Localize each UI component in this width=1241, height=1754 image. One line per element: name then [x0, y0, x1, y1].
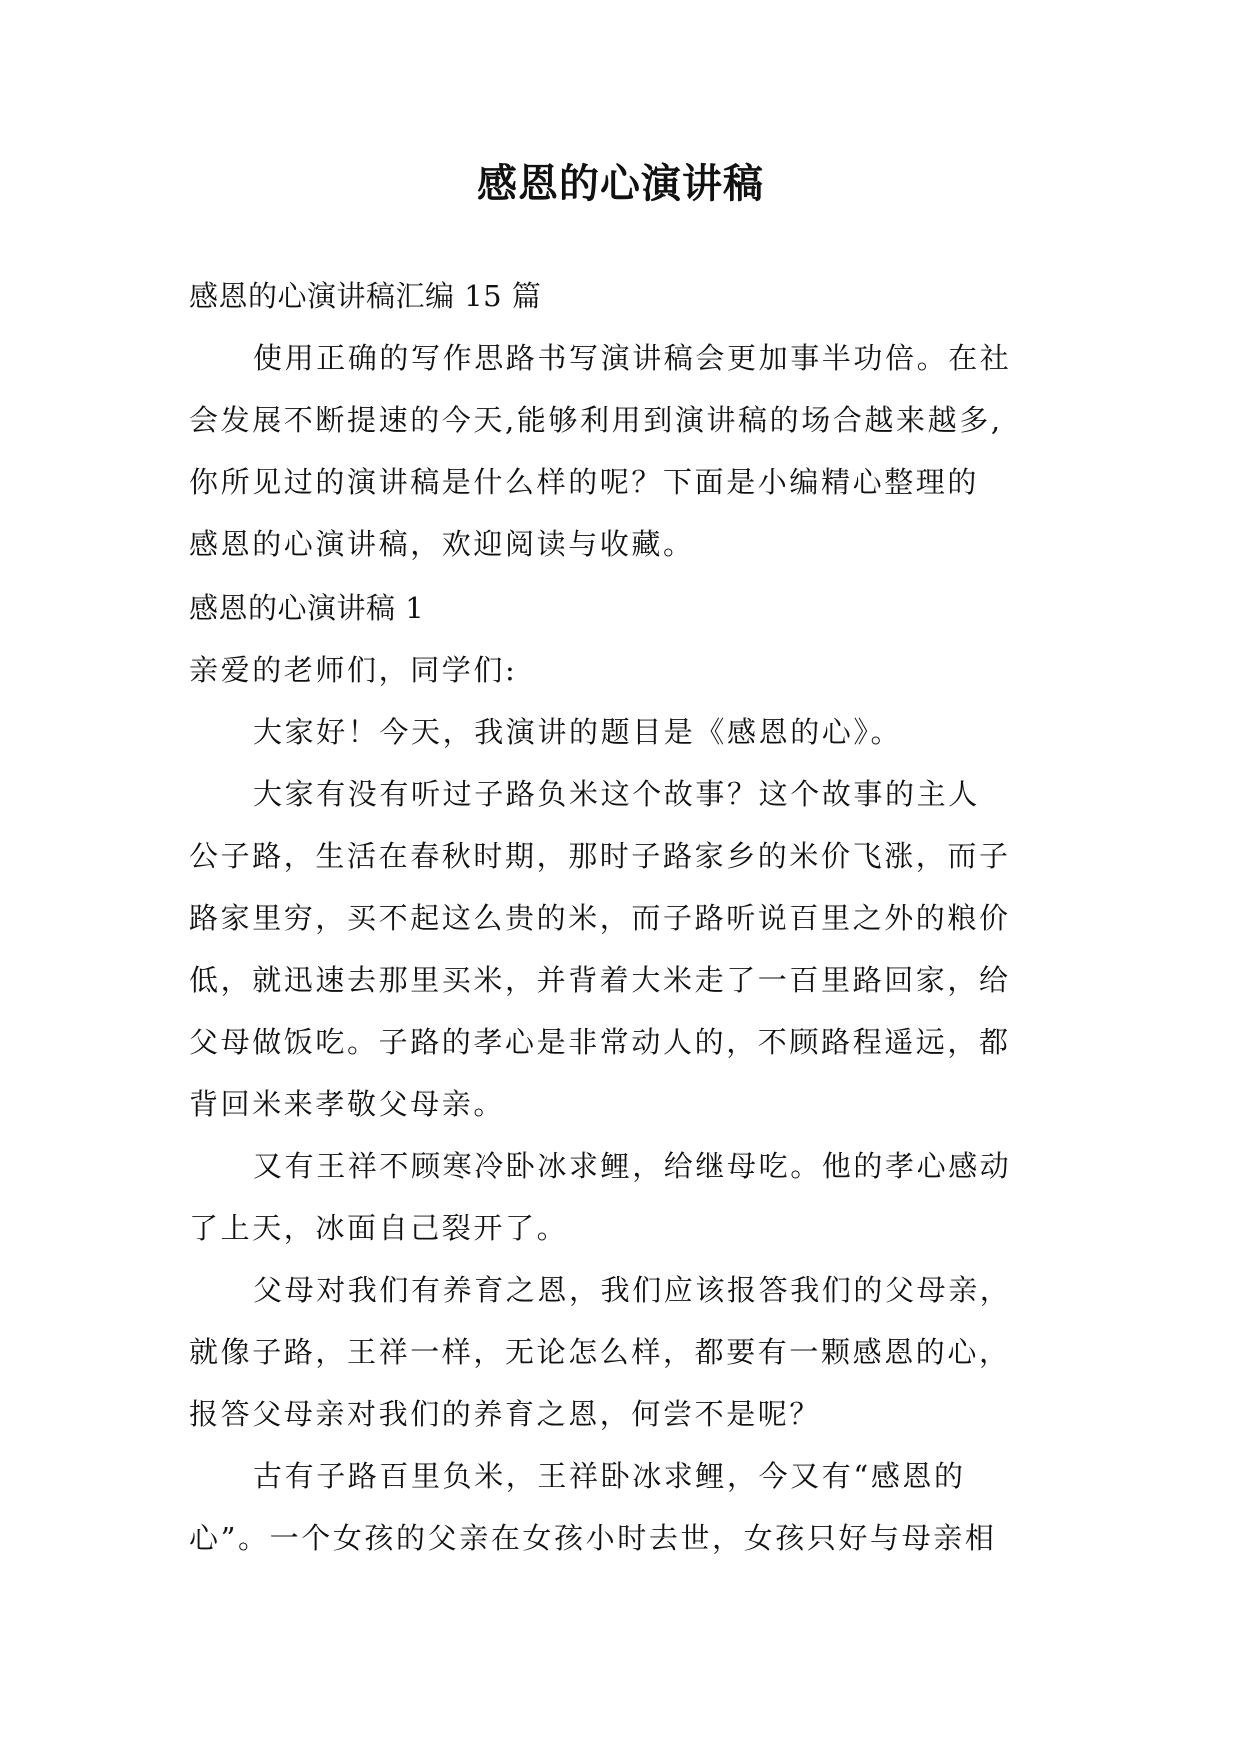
paragraph-line: 路家里穷，买不起这么贵的米，而子路听说百里之外的粮价	[189, 901, 1011, 935]
paragraph-line: 就像子路，王祥一样，无论怎么样，都要有一颗感恩的心，	[189, 1335, 1011, 1369]
intro-line: 你所见过的演讲稿是什么样的呢？下面是小编精心整理的	[189, 465, 980, 499]
intro-line: 感恩的心演讲稿，欢迎阅读与收藏。	[189, 527, 695, 561]
document-title: 感恩的心演讲稿	[477, 160, 764, 207]
subtitle: 感恩的心演讲稿汇编 15 篇	[189, 279, 542, 313]
section-heading: 感恩的心演讲稿 1	[189, 591, 425, 625]
paragraph-line: 报答父母亲对我们的养育之恩，何尝不是呢？	[189, 1397, 822, 1431]
paragraph-line: 背回米来孝敬父母亲。	[189, 1087, 506, 1121]
paragraph-line: 低，就迅速去那里买米，并背着大米走了一百里路回家，给	[189, 963, 1011, 997]
paragraph-line: 古有子路百里负米，王祥卧冰求鲤，今又有“感恩的	[253, 1459, 966, 1493]
paragraph-line: 心”。一个女孩的父亲在女孩小时去世，女孩只好与母亲相	[189, 1521, 997, 1555]
paragraph-line: 父母对我们有养育之恩，我们应该报答我们的父母亲，	[253, 1273, 1012, 1307]
paragraph-line: 了上天，冰面自己裂开了。	[189, 1211, 569, 1245]
paragraph-line: 父母做饭吃。子路的孝心是非常动人的，不顾路程遥远，都	[189, 1025, 1011, 1059]
paragraph-line: 大家有没有听过子路负米这个故事？这个故事的主人	[253, 777, 980, 811]
paragraph-line: 公子路，生活在春秋时期，那时子路家乡的米价飞涨，而子	[189, 839, 1011, 873]
salutation: 亲爱的老师们，同学们:	[189, 653, 518, 687]
paragraph-line: 大家好！今天，我演讲的题目是《感恩的心》。	[253, 715, 903, 749]
intro-line: 会发展不断提速的今天,能够利用到演讲稿的场合越来越多,	[189, 403, 1003, 437]
intro-line: 使用正确的写作思路书写演讲稿会更加事半功倍。在社	[253, 341, 1012, 375]
paragraph-line: 又有王祥不顾寒冷卧冰求鲤，给继母吃。他的孝心感动	[253, 1149, 1012, 1183]
intro-section	[189, 265, 1057, 575]
speech-section	[189, 577, 1057, 1569]
